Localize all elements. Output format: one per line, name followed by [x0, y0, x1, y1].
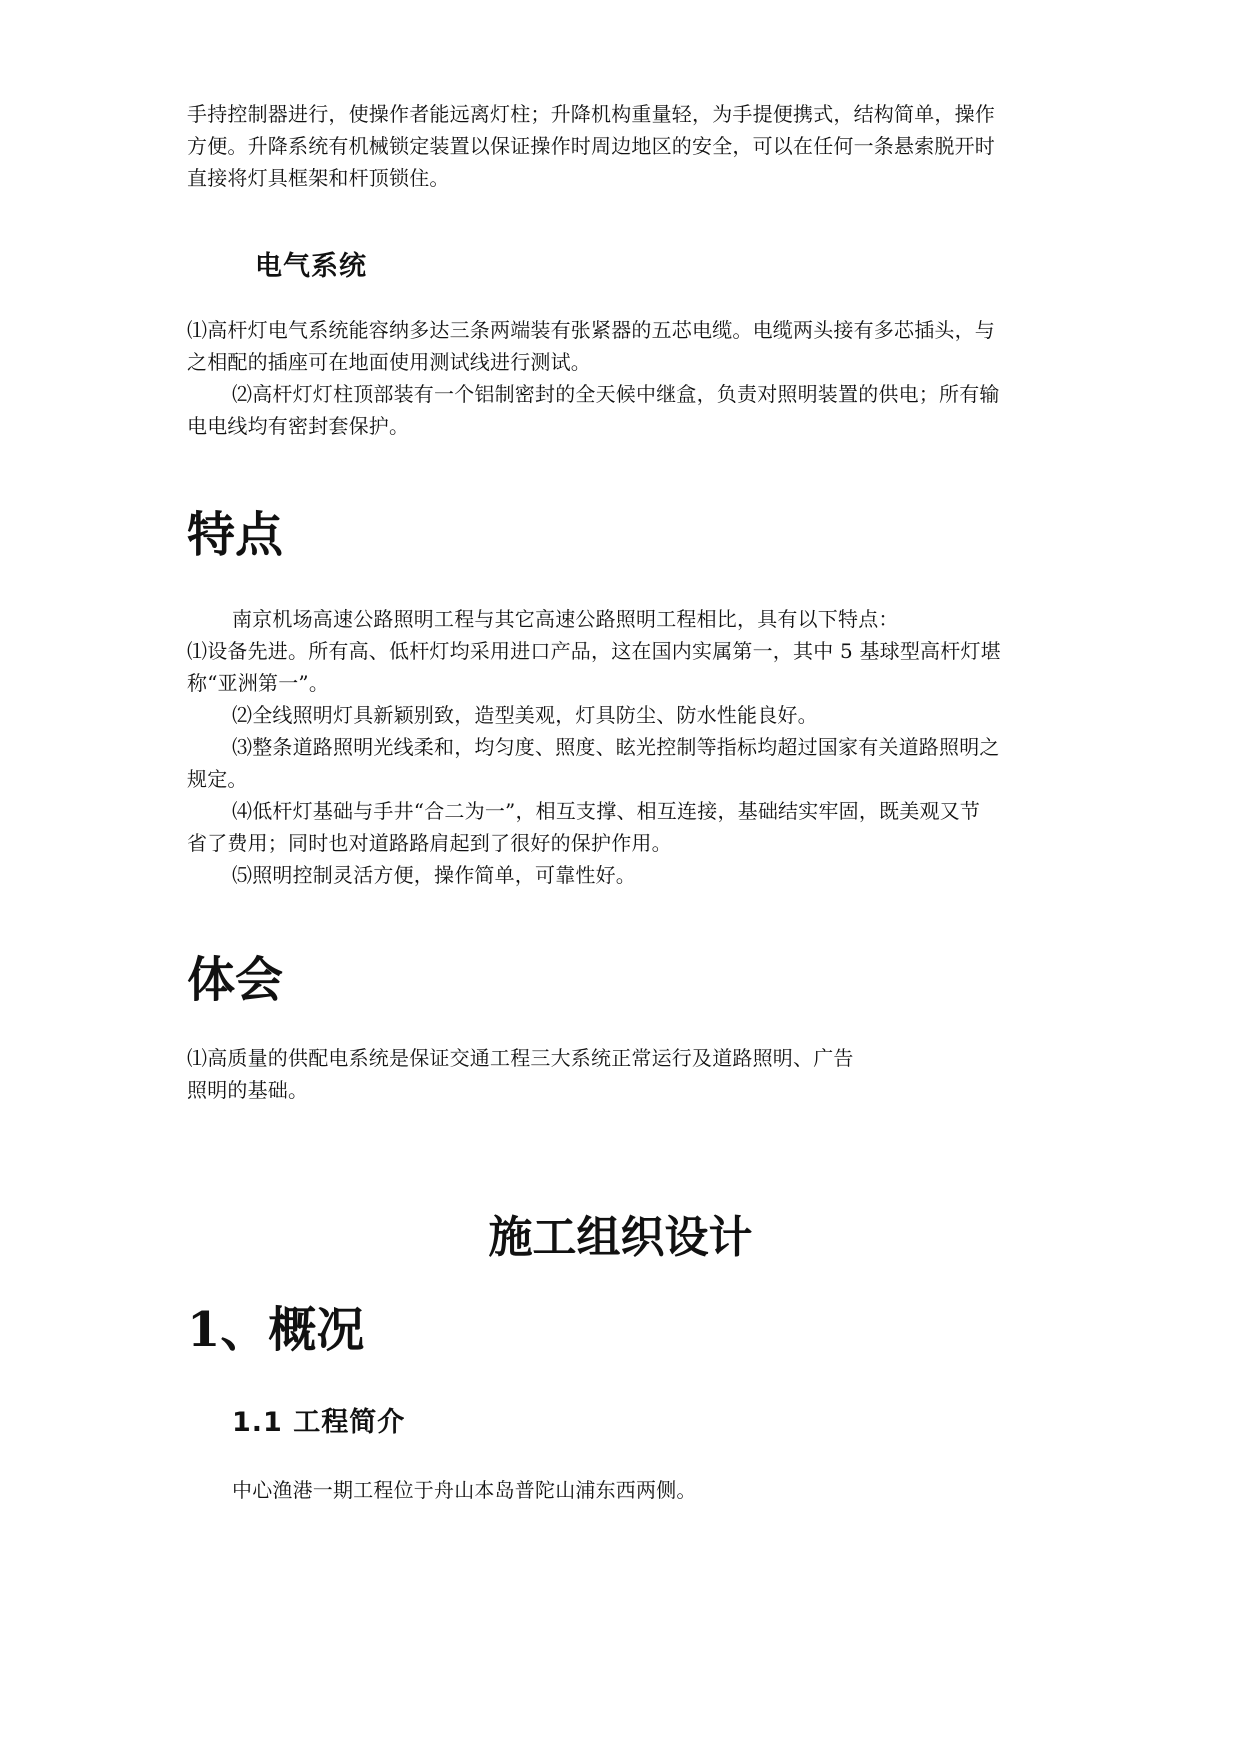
project-intro-text: 中心渔港一期工程位于舟山本岛普陀山浦东西两侧。: [232, 1478, 697, 1502]
heading-experience: 体会: [187, 952, 284, 1008]
heading-features: 特点: [187, 507, 284, 563]
heading-project-intro: 1.1 工程简介: [232, 1407, 406, 1438]
intro-paragraph: [187, 98, 1067, 194]
text-line: ⑵高杆灯灯柱顶部装有一个铝制密封的全天候中继盒，负责对照明装置的供电；所有输: [232, 382, 1000, 406]
text-line: 手持控制器进行，使操作者能远离灯柱；升降机构重量轻，为手提便携式，结构简单，操作: [187, 102, 995, 126]
text-line: 照明的基础。: [187, 1078, 309, 1102]
feature-3-line: ⑶整条道路照明光线柔和，均匀度、照度、眩光控制等指标均超过国家有关道路照明之: [232, 735, 1000, 759]
text-line: 之相配的插座可在地面使用测试线进行测试。: [187, 350, 591, 374]
heading-electrical-system: 电气系统: [255, 251, 367, 282]
title-construction-design: 施工组织设计: [488, 1212, 753, 1263]
feature-4-line: 省了费用；同时也对道路路肩起到了很好的保护作用。: [187, 831, 672, 855]
experience-item-1: [187, 1042, 1067, 1106]
text-line: ⑴高杆灯电气系统能容纳多达三条两端装有张紧器的五芯电缆。电缆两头接有多芯插头，与: [187, 318, 995, 342]
heading-overview: 1、概况: [187, 1302, 365, 1358]
electrical-item-2: [187, 378, 1067, 442]
text-line: 电电线均有密封套保护。: [187, 414, 410, 438]
features-list: [187, 603, 1067, 891]
electrical-item-1: [187, 314, 1067, 378]
text-line: 方便。升降系统有机械锁定装置以保证操作时周边地区的安全，可以在任何一条悬索脱开时: [187, 134, 995, 158]
feature-1-line: ⑴设备先进。所有高、低杆灯均采用进口产品，这在国内实属第一，其中 5 基球型高杆灯堪: [187, 639, 1001, 663]
feature-5: ⑸照明控制灵活方便，操作简单，可靠性好。: [232, 863, 636, 887]
feature-3-line: 规定。: [187, 767, 248, 791]
features-intro: 南京机场高速公路照明工程与其它高速公路照明工程相比，具有以下特点：: [232, 607, 899, 631]
feature-2: ⑵全线照明灯具新颖别致，造型美观，灯具防尘、防水性能良好。: [232, 703, 818, 727]
text-line: 直接将灯具框架和杆顶锁住。: [187, 166, 450, 190]
feature-1-line: 称“亚洲第一”。: [187, 671, 330, 695]
text-line: ⑴高质量的供配电系统是保证交通工程三大系统正常运行及道路照明、广告: [187, 1046, 854, 1070]
feature-4-line: ⑷低杆灯基础与手井“合二为一”，相互支撑、相互连接，基础结实牢固，既美观又节: [232, 799, 981, 823]
